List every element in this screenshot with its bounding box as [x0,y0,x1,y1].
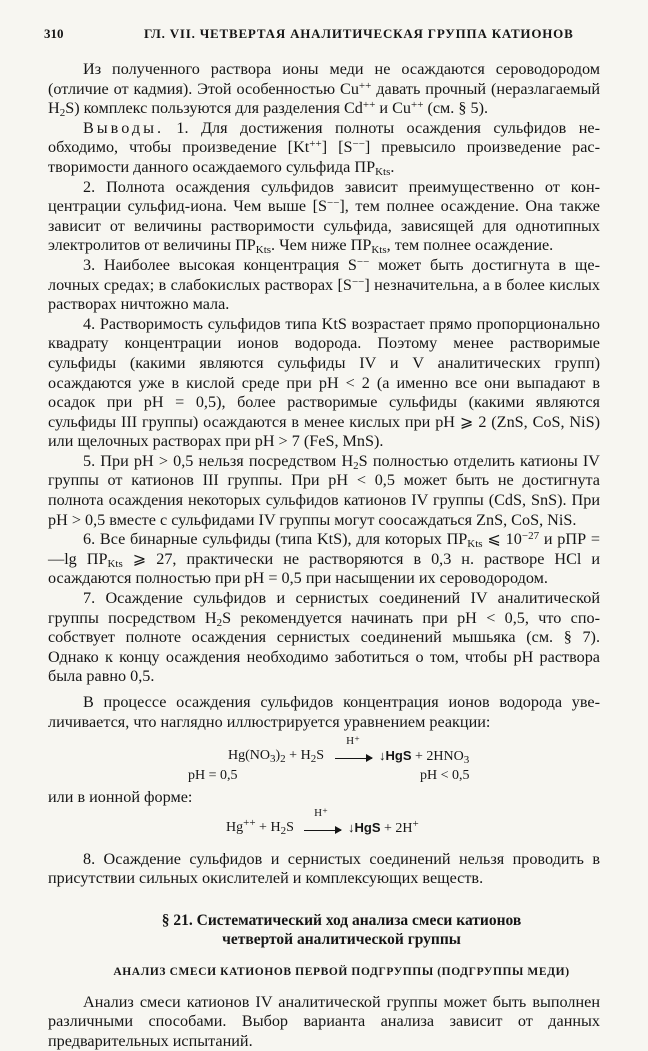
conclusion-4: 4. Растворимость сульфидов типа KtS возрастает прямо пропорционально квадрату концентрации ионов водорода. Поэтому менее растворимые сульфиды (какими являются сульфиды IV и V аналитических групп) осаждаются уже в кислой среде при pH < 2 (а именно все они выпадают в осадок при pH = 0,5), более растворимые сульфиды (какими являются сульфиды III группы) осаждаются в менее кислых при pH ⩾ 2 (ZnS, CoS, NiS) или щелочных растворах при pH > 7 (FeS, MnS). [48,314,600,451]
section-title-line-1: § 21. Систематический ход анализа смеси катионов [161,911,522,929]
eq1-ph-left: pH = 0,5 [188,768,238,784]
eq1-ph-right: pH < 0,5 [420,768,470,784]
conclusions-lead: Выводы. [83,118,164,137]
page-header [44,26,604,46]
conclusion-2: 2. Полнота осаждения сульфидов зависит преимущественно от концентрации сульфид-иона. Чем выше [S−−], тем полнее осаждение. Она также зависит от величины растворимости сульфида, зависящей для однотипных электролитов от величины $ПР_{Kts}$. Чем ниже $ПР_{Kts}$, тем полнее осаждение. [48,177,600,257]
eq1-products: ↓HgS + $2HNO_3$ [379,748,470,767]
conclusion-6: 6. Все бинарные сульфиды (типа KtS), для которых $ПР_{Kts}$ ⩽ $10^{-27}$ и pПР = —lg $ПР_{Kts}$ ⩾ 27, практически не растворяются в 0,3 н. растворе HCl и осаждаются полностью при pH = 0,5 при насыщении их сероводородом. [48,530,600,588]
paragraph-analysis-intro: Анализ смеси катионов IV аналитической группы может быть выполнен различными способами. Выбор варианта анализа зависит от данных предварительных испытаний. [48,992,600,1050]
running-head: ГЛ. VII. ЧЕТВЕРТАЯ АНАЛИТИЧЕСКАЯ ГРУППА КАТИОНОВ [144,26,574,41]
section-heading [48,911,600,949]
paragraph-ionic-form: или в ионной форме: [48,788,193,807]
page-number: 310 [44,26,64,41]
eq2-catalyst: H⁺ [314,806,328,819]
eq2-reactants: $Hg^{++} + H_2S$ [226,816,294,837]
conclusion-7: 7. Осаждение сульфидов и сернистых соединений IV аналитической группы посредством $H_2S$ рекомендуется начинать при pH < 0,5, что способствует полноте осаждения сернистых соединений мышьяка (см. § 7). Однако к концу осаждения необходимо заботиться о том, чтобы pH раствора была равно 0,5. [48,589,600,686]
conclusion-1: Выводы. 1. Для достижения полноты осаждения сульфидов необходимо, чтобы произведение [Kt++] [S−−] превысило произведение растворимости данного осаждаемого сульфида $ПР_{Kts}$. [48,118,600,178]
equation-molecular [48,736,600,784]
equation-ionic [48,806,600,842]
paragraph-copper-separation: Из полученного раствора ионы меди не осаждаются сероводородом (отличие от кадмия). Этой особенностью Cu++ давать прочный (неразлагаемый $H_2S$) комплекс пользуются для разделения Cd++ и Cu++ (см. § 5). [48,60,600,120]
section-title-line-2: четвертой аналитической группы [222,930,461,948]
page-body [48,60,600,1051]
conclusion-3: 3. Наиболее высокая концентрация S−− может быть достигнута в щелочных средах; в слабокислых растворах [S−−] незначительна, а в более кислых растворах ничтожно мала. [48,255,600,314]
eq1-reactants: $Hg(NO_3)_2 + H_2S$ [228,748,324,766]
subsection-heading: АНАЛИЗ СМЕСИ КАТИОНОВ ПЕРВОЙ ПОДГРУППЫ (ПОДГРУППЫ МЕДИ) [113,965,570,978]
eq2-arrow [304,830,341,831]
eq2-products: ↓HgS + 2H+ [348,817,419,836]
conclusion-8: 8. Осаждение сульфидов и сернистых соединений нельзя проводить в присутствии сильных окислителей и комплексующих веществ. [48,849,600,888]
paragraph-hydrogen-increase: В процессе осаждения сульфидов концентрация ионов водорода увеличивается, что наглядно иллюстрируется уравнением реакции: [48,693,600,731]
eq1-catalyst: H⁺ [346,735,360,748]
eq1-arrow [335,758,372,759]
conclusion-5: 5. При pH > 0,5 нельзя посредством $H_2S$ полностью отделить катионы IV группы от катионов III группы. При pH < 0,5 может быть не достигнута полнота осаждения некоторых сульфидов катионов IV группы (CdS, SnS). При pH > 0,5 вместе с сульфидами IV группы могут соосаждаться ZnS, CoS, NiS. [48,451,600,529]
